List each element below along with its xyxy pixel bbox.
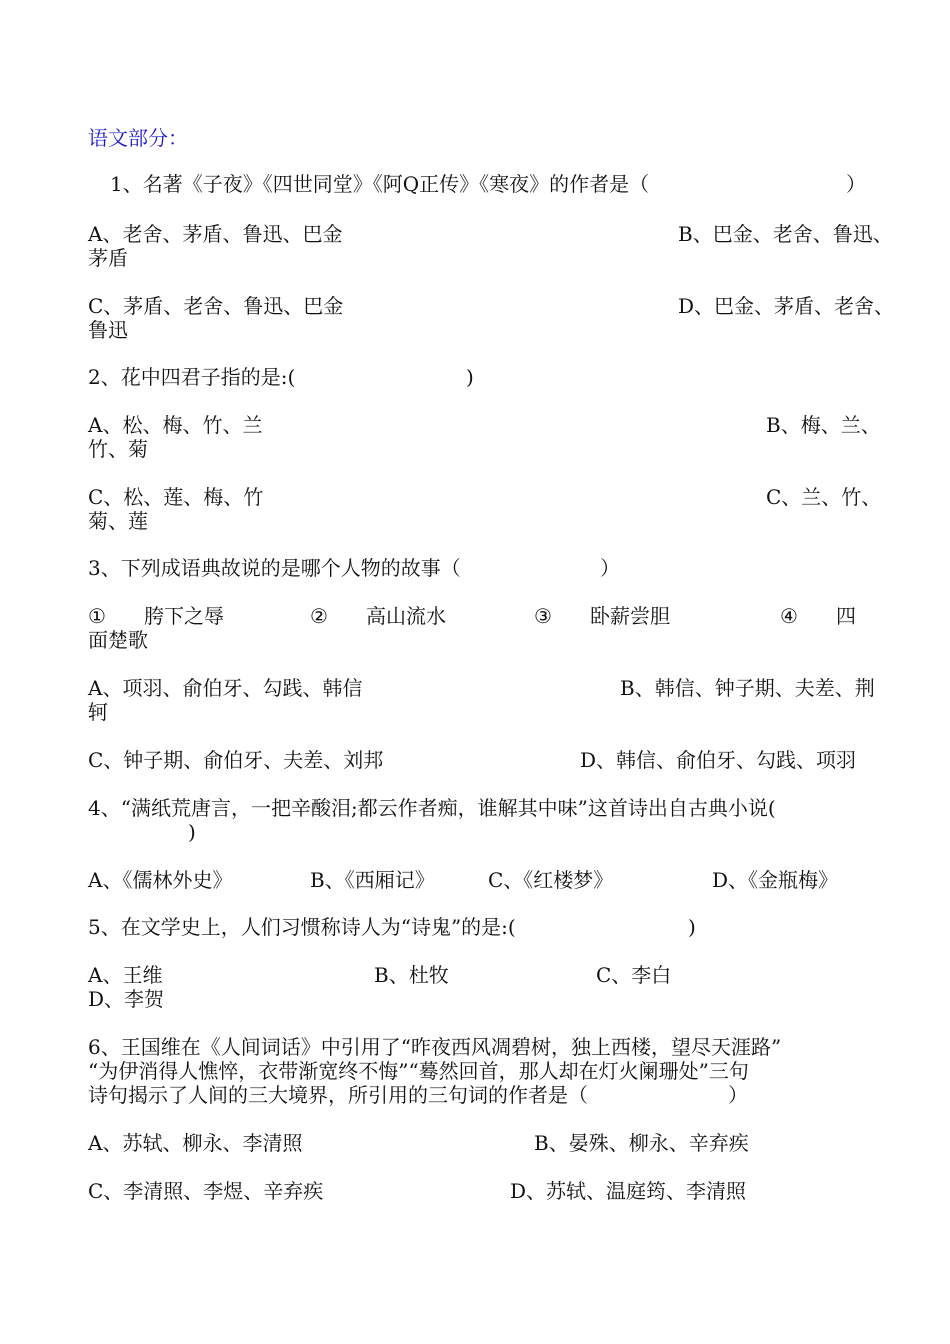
question-2-option-d: C、兰、竹、 [766,485,882,509]
question-5-option-c: C、李白 [596,963,672,987]
question-4-stem: 4、“满纸荒唐言，一把辛酸泪;都云作者痴，谁解其中味”这首诗出自古典小说( [88,796,776,820]
question-3-close-paren: ） [600,556,620,580]
question-5-stem: 5、在文学史上，人们习惯称诗人为“诗鬼”的是:( [88,915,516,939]
question-4-close-paren: ) [188,820,196,844]
question-1-option-b: B、巴金、老舍、鲁迅、 [678,222,893,246]
question-3-item-4-mark: ④ [780,604,798,628]
question-5-option-b: B、杜牧 [374,963,449,987]
question-3-option-c: C、钟子期、俞伯牙、夫差、刘邦 [88,748,384,772]
question-1-option-d: D、巴金、茅盾、老舍、 [678,294,895,318]
question-2-stem: 2、花中四君子指的是:( [88,365,296,389]
question-1-option-a: A、老舍、茅盾、鲁迅、巴金 [88,222,343,246]
question-3-item-4-wrap: 面楚歌 [88,628,148,652]
question-4-option-c: C、《红楼梦》 [488,868,614,892]
question-6-stem-line-1: 6、王国维在《人间词话》中引用了“昨夜西风凋碧树，独上西楼，望尽天涯路” [88,1035,782,1059]
question-5-option-a: A、王维 [88,963,163,987]
question-3-item-2-text: 高山流水 [366,604,446,628]
question-3-option-b: B、韩信、钟子期、夫差、荆 [620,676,875,700]
question-5-option-d: D、李贺 [88,987,165,1011]
question-1-option-c: C、茅盾、老舍、鲁迅、巴金 [88,294,344,318]
question-4-option-d: D、《金瓶梅》 [712,868,839,892]
question-2-option-b-wrap: 竹、菊 [88,437,148,461]
question-6-option-a: A、苏轼、柳永、李清照 [88,1131,303,1155]
question-3-item-1-mark: ① [88,604,106,628]
question-2-option-d-wrap: 菊、莲 [88,509,148,533]
question-2-option-c: C、松、莲、梅、竹 [88,485,264,509]
question-1-close-paren: ） [846,172,866,196]
question-4-option-b: B、《西厢记》 [310,868,435,892]
question-6-stem-line-2: “为伊消得人憔悴，衣带渐宽终不悔”“蓦然回首，那人却在灯火阑珊处”三句 [88,1059,749,1083]
question-3-option-d: D、韩信、俞伯牙、勾践、项羽 [580,748,857,772]
question-2-option-b: B、梅、兰、 [766,413,881,437]
question-4-option-a: A、《儒林外史》 [88,868,233,892]
question-3-stem: 3、下列成语典故说的是哪个人物的故事（ [88,556,461,580]
question-6-close-paren: ） [728,1083,748,1107]
question-2-close-paren: ) [466,365,474,389]
question-2-option-a: A、松、梅、竹、兰 [88,413,263,437]
question-3-option-a: A、项羽、俞伯牙、勾践、韩信 [88,676,363,700]
section-title: 语文部分： [88,126,188,150]
question-5-close-paren: ) [688,915,696,939]
question-3-item-3-text: 卧薪尝胆 [590,604,670,628]
question-3-item-1-text: 胯下之辱 [144,604,224,628]
question-3-item-4-text: 四 [836,604,856,628]
question-6-stem-line-3: 诗句揭示了人间的三大境界，所引用的三句词的作者是（ [88,1083,588,1107]
question-1-option-b-wrap: 茅盾 [88,246,128,270]
question-6-option-b: B、晏殊、柳永、辛弃疾 [534,1131,749,1155]
question-3-item-3-mark: ③ [534,604,552,628]
question-1-stem: 1、名著《子夜》《四世同堂》《阿Q正传》《寒夜》的作者是（ [110,172,650,196]
question-1-option-d-wrap: 鲁迅 [88,318,128,342]
question-6-option-d: D、苏轼、温庭筠、李清照 [510,1179,747,1203]
question-6-option-c: C、李清照、李煜、辛弃疾 [88,1179,324,1203]
question-3-option-b-wrap: 轲 [88,700,108,724]
question-3-item-2-mark: ② [310,604,328,628]
